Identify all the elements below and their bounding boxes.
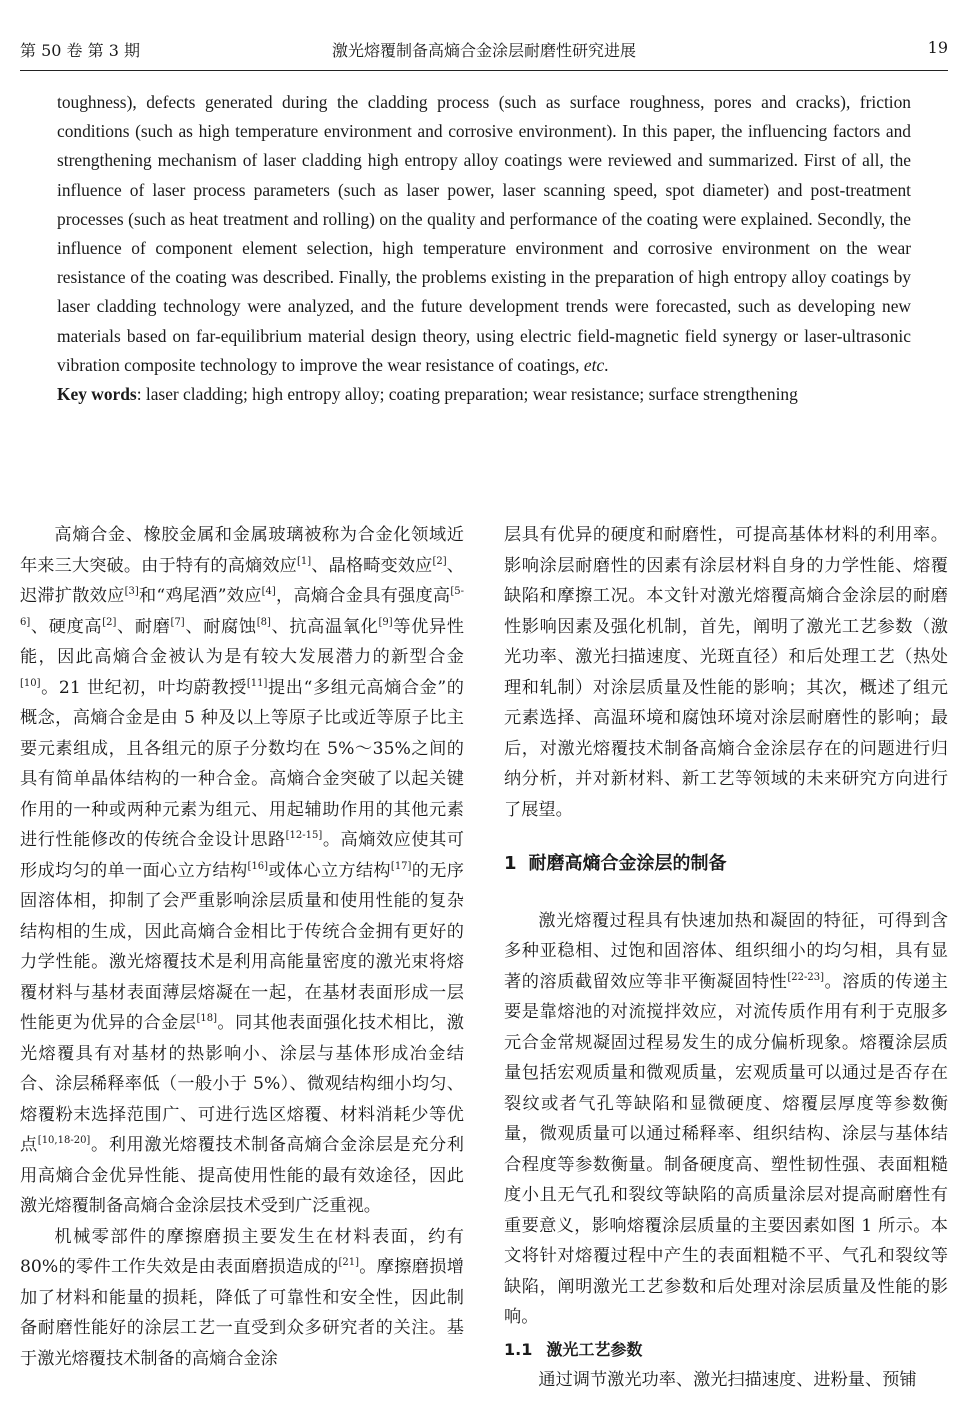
citation: [8] bbox=[256, 616, 271, 628]
subsection-number: 1.1 bbox=[504, 1339, 533, 1359]
text-run: 。溶质的传递主要是靠熔池的对流搅拌效应，对流传质作用有利于克服多元合金常规凝固过程易发生的成分偏析现象。熔覆涂层质量包括宏观质量和微观质量，宏观质量可以通过是否存在裂纹或者气孔等缺陷和显微硬度、熔覆层厚度等参数衡量，微观质量可以通过稀释率、组织结构、涂层与基体结合程度等参数衡量。制备硬度高、塑性韧性强、表面粗糙度小且无气孔和裂纹等缺陷的高质量涂层对提高耐磨性有重要意义，影响熔覆涂层质量的主要因素如图 1 所示。本文将针对熔覆过程中产生的表面粗糙不平、气孔和裂纹等缺陷，阐明激光工艺参数和后处理对涂层质量及性能的影响。 bbox=[504, 971, 948, 1327]
text-run: 。同其他表面强化技术相比，激光熔覆具有对基材的热影响小、涂层与基体形成冶金结合、涂层稀释率低（一般小于 5%）、微观结构细小均匀、熔覆粉末选择范围广、可进行选区熔覆、材料消耗少等优点 bbox=[20, 1013, 464, 1155]
text-run: 、硬度高 bbox=[30, 616, 103, 637]
journal-title: 激光熔覆制备高熵合金涂层耐磨性研究进展 bbox=[331, 41, 636, 60]
section-number: 1 bbox=[504, 853, 517, 874]
citation: [9] bbox=[378, 616, 393, 628]
text-run: 或体心立方结构 bbox=[268, 860, 391, 881]
text-run: 。高熵效应使其可形成均匀的单一面心立方结构 bbox=[20, 830, 464, 881]
citation: [17] bbox=[390, 860, 412, 872]
text-run: 、迟滞扩散效应 bbox=[20, 555, 464, 606]
citation: [18] bbox=[196, 1013, 217, 1024]
text-run: 。摩擦磨损增加了材料和能量的损耗，降低了可靠性和安全性，因此制备耐磨性能好的涂层工艺一直受到众多研究者的关注。基于激光熔覆技术制备的高熵合金涂 bbox=[20, 1257, 464, 1369]
intro-paragraph-2 bbox=[20, 1222, 464, 1375]
text-run: 、晶格畸变效应 bbox=[311, 555, 433, 576]
text-run: 机械零部件的摩擦磨损主要发生在材料表面，约有 80%的零件工作失效是由表面磨损造成的 bbox=[20, 1226, 464, 1277]
text-run: 激光熔覆过程具有快速加热和凝固的特征，可得到含多种亚稳相、过饱和固溶体、组织细小的均匀相，具有显著的溶质截留效应等非平衡凝固特性 bbox=[504, 910, 948, 992]
citation: [3] bbox=[124, 586, 139, 597]
text-run: 和“鸡尾酒”效应 bbox=[138, 586, 262, 606]
text-run: 、耐腐蚀 bbox=[184, 616, 257, 637]
keywords-label: Key words bbox=[57, 384, 137, 405]
section-heading-1-1 bbox=[504, 1335, 948, 1366]
citation: [12-15] bbox=[285, 830, 323, 841]
citation: [2] bbox=[432, 555, 447, 567]
section-title: 耐磨高熵合金涂层的制备 bbox=[528, 853, 727, 874]
citation: [10] bbox=[20, 677, 41, 689]
text-run: 提出“多组元高熵合金”的概念，高熵合金是由 5 种及以上等原子比或近等原子比主要元素组成，且各组元的原子分数均在 5%～35%之间的具有简单晶体结构的一种合金。高熵合金突破了以起关键作用的一种或两种元素为组元、用起辅助作用的其他元素进行性能修改的传统合金设计思路 bbox=[20, 677, 464, 850]
page-number: 19 bbox=[927, 38, 948, 57]
intro-paragraph-1 bbox=[20, 520, 464, 1222]
text-run: 等优异性能，因此高熵合金被认为是有较大发展潜力的新型合金 bbox=[20, 616, 464, 667]
running-header bbox=[20, 30, 948, 71]
section1-1-paragraph: 通过调节激光功率、激光扫描速度、进粉量、预铺 bbox=[538, 1370, 917, 1390]
text-run: 的无序固溶体相，抑制了会严重影响涂层质量和使用性能的复杂结构相的生成，因此高熵合金相比于传统合金拥有更好的力学性能。激光熔覆技术是利用高能量密度的激光束将熔覆材料与基材表面薄层熔凝在一起，在基材表面形成一层性能更为优异的合金层 bbox=[20, 860, 464, 1033]
text-run: 。21 世纪初，叶均蔚教授 bbox=[40, 677, 247, 698]
text-run: ，高熵合金具有强度高 bbox=[275, 586, 451, 606]
keywords-text: : laser cladding; high entropy alloy; coating preparation; wear resistance; surface strengthening bbox=[136, 384, 798, 405]
abstract-text bbox=[57, 88, 911, 380]
section1-paragraph bbox=[504, 906, 948, 1333]
citation: [11] bbox=[246, 677, 268, 689]
keywords bbox=[57, 380, 911, 409]
section-heading-1 bbox=[504, 849, 948, 880]
citation: [1] bbox=[297, 555, 312, 567]
left-column bbox=[20, 520, 464, 1374]
abstract-end: . bbox=[604, 354, 609, 375]
citation: [21] bbox=[338, 1257, 359, 1268]
intro-paragraph-2-continued: 层具有优异的硬度和耐磨性，可提高基体材料的利用率。影响涂层耐磨性的因素有涂层材料自身的力学性能、熔覆缺陷和摩擦工况。本文针对激光熔覆高熵合金涂层的耐磨性影响因素及强化机制，首先，阐明了激光工艺参数（激光功率、激光扫描速度、光斑直径）和后处理工艺（热处理和轧制）对涂层质量及性能的影响；其次，概述了组元元素选择、高温环境和腐蚀环境对涂层耐磨性的影响；最后，对激光熔覆技术制备高熵合金涂层存在的问题进行归纳分析，并对新材料、新工艺等领域的未来研究方向进行了展望。 bbox=[504, 525, 948, 820]
citation: [5-6] bbox=[20, 586, 464, 628]
english-abstract bbox=[57, 88, 911, 409]
citation: [4] bbox=[261, 586, 276, 597]
volume-issue: 第 50 卷 第 3 期 bbox=[20, 41, 140, 60]
text-run: 、耐磨 bbox=[116, 616, 171, 637]
text-run: 、抗高温氧化 bbox=[270, 616, 379, 637]
text-run: 高熵合金、橡胶金属和金属玻璃被称为合金化领域近年来三大突破。由于特有的高熵效应 bbox=[20, 525, 464, 576]
citation: [16] bbox=[247, 860, 269, 872]
right-column bbox=[504, 520, 948, 1396]
abstract-etc: etc bbox=[583, 354, 605, 375]
citation: [7] bbox=[170, 616, 185, 628]
citation: [10,18-20] bbox=[37, 1135, 91, 1146]
abstract-body: toughness), defects generated during the cladding process (such as surface roughness, pores and cracks), friction conditions (such as high temperature environment and corrosive environment). In this paper, the influencing factors and strengthening mechanism of laser cladding high entropy alloy coatings were reviewed and summarized. First of all, the influence of laser process parameters (such as laser power, laser scanning speed, spot diameter) and post-treatment processes (such as heat treatment and rolling) on the quality and performance of the coating were explained. Secondly, the influence of component element selection, high temperature environment and corrosive environment on the wear resistance of the coating was described. Finally, the problems existing in the preparation of high entropy alloy coatings by laser cladding technology were analyzed, and the future development trends were forecasted, such as developing new materials based on far-equilibrium material design theory, using electric field-magnetic field synergy or laser-ultrasonic vibration composite technology to improve the wear resistance of coatings, bbox=[57, 92, 911, 375]
citation: [2] bbox=[102, 616, 117, 628]
citation: [22-23] bbox=[787, 971, 825, 983]
text-run: 。利用激光熔覆技术制备高熵合金涂层是充分利用高熵合金优异性能、提高使用性能的最有效途径，因此激光熔覆制备高熵合金涂层技术受到广泛重视。 bbox=[20, 1135, 464, 1216]
subsection-title: 激光工艺参数 bbox=[546, 1339, 643, 1359]
